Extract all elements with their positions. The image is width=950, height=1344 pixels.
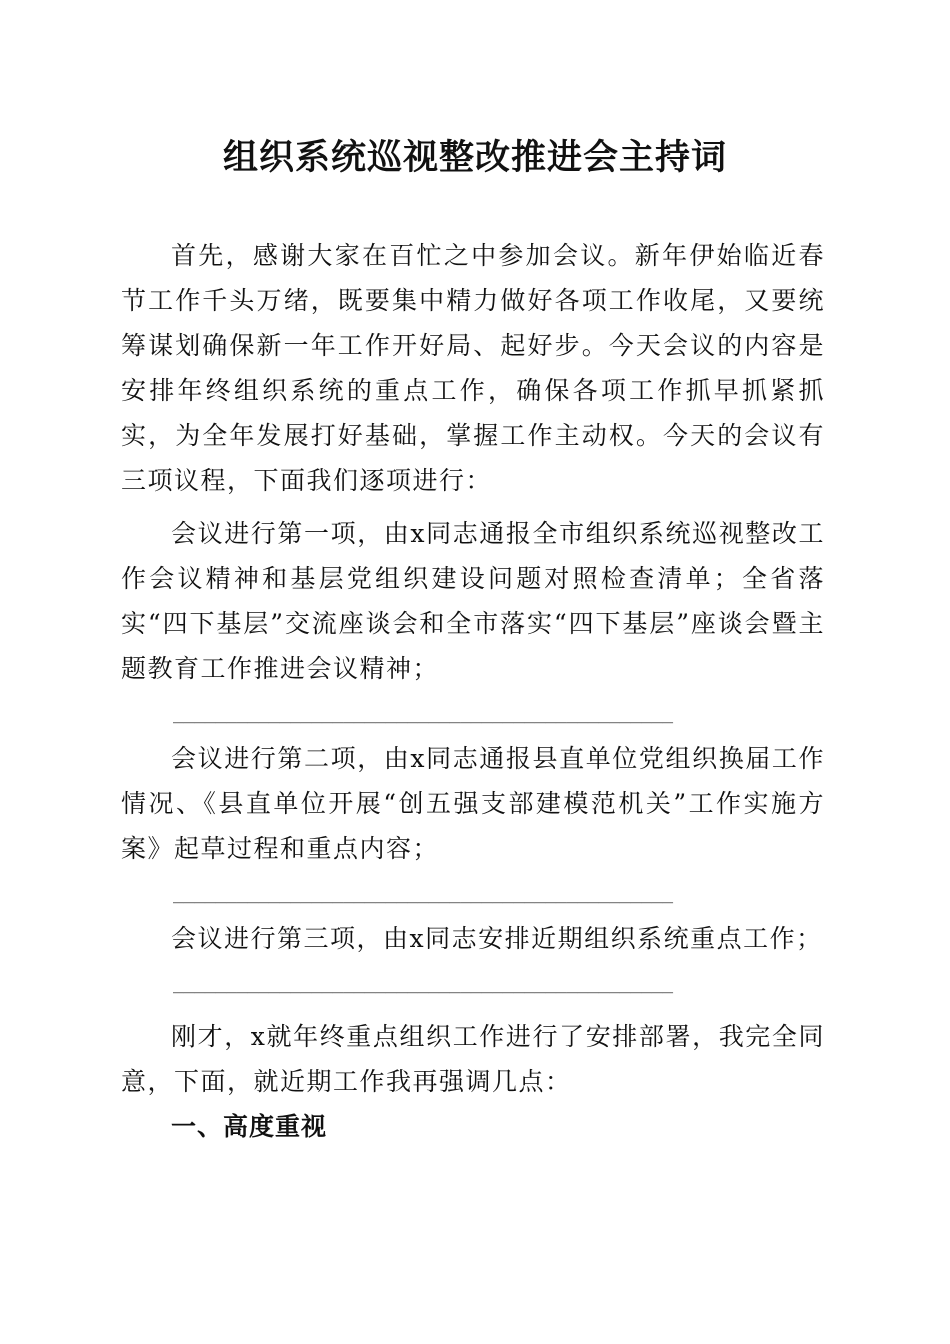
closing-paragraph: 刚才，x就年终重点组织工作进行了安排部署，我完全同意，下面，就近期工作我再强调几点： xyxy=(121,1022,825,1096)
separator-line-2: _______________________________________________ xyxy=(173,883,673,904)
document-title: 组织系统巡视整改推进会主持词 xyxy=(222,138,727,178)
section-heading: 一、高度重视 xyxy=(171,1112,328,1141)
separator-line-3: _______________________________________________ xyxy=(173,973,673,994)
document-body xyxy=(121,233,825,1149)
agenda-item-2-paragraph: 会议进行第二项，由x同志通报县直单位党组织换届工作情况、《县直单位开展“创五强支部建模范机关”工作实施方案》起草过程和重点内容； xyxy=(121,744,825,863)
intro-paragraph: 首先，感谢大家在百忙之中参加会议。新年伊始临近春节工作千头万绪，既要集中精力做好各项工作收尾，又要统筹谋划确保新一年工作开好局、起好步。今天会议的内容是安排年终组织系统的重点工作，确保各项工作抓早抓紧抓实，为全年发展打好基础，掌握工作主动权。今天的会议有三项议程，下面我们逐项进行： xyxy=(121,241,825,495)
agenda-item-3-paragraph: 会议进行第三项，由x同志安排近期组织系统重点工作； xyxy=(171,924,823,953)
agenda-item-1-paragraph: 会议进行第一项，由x同志通报全市组织系统巡视整改工作会议精神和基层党组织建设问题对照检查清单；全省落实“四下基层”交流座谈会和全市落实“四下基层”座谈会暨主题教育工作推进会议精神； xyxy=(121,519,825,683)
separator-line-1: _______________________________________________ xyxy=(173,703,673,724)
